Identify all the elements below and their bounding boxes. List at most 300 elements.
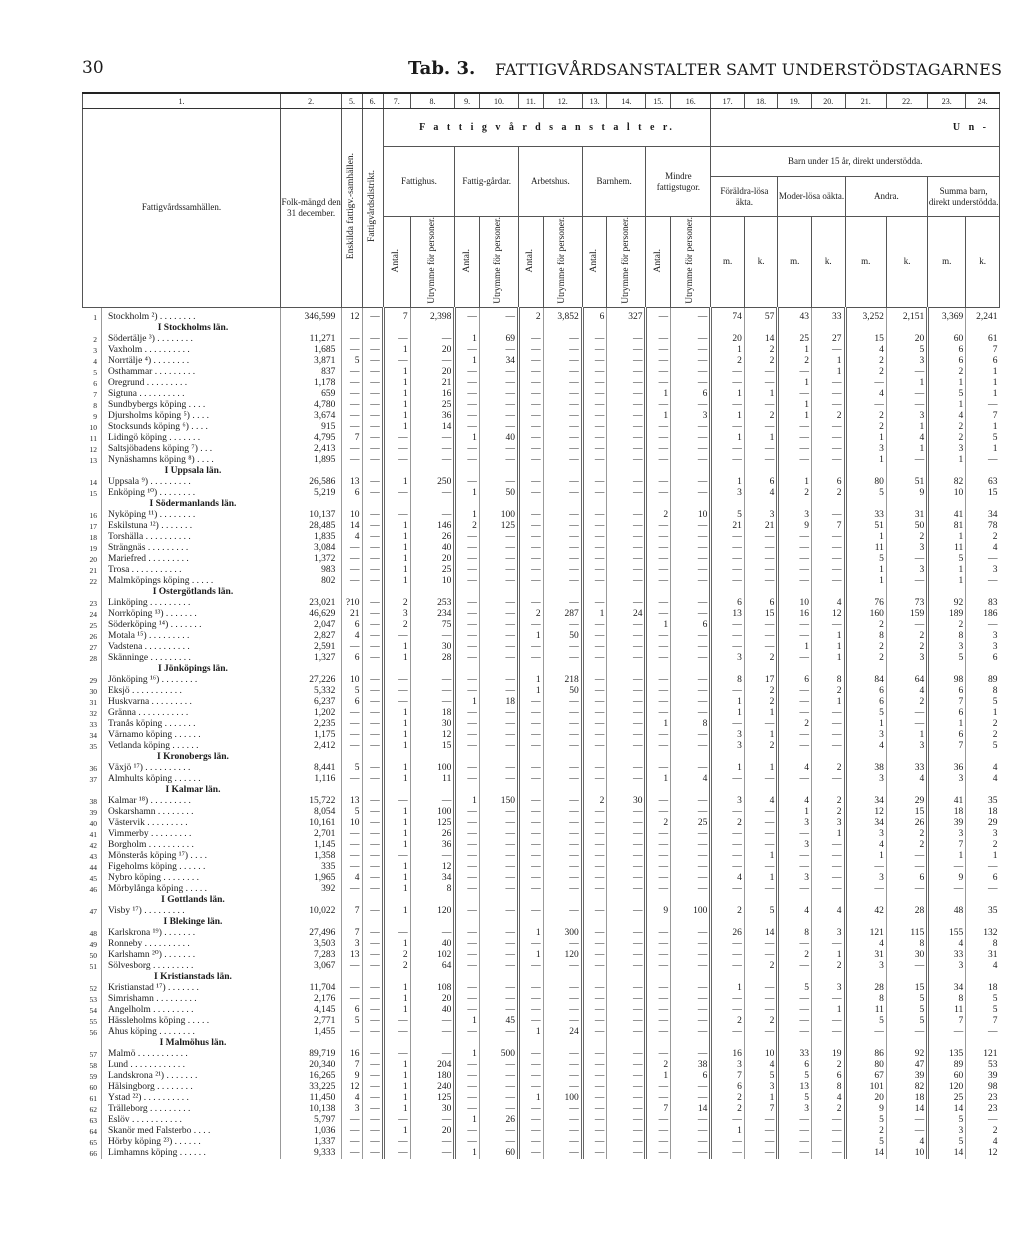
- cell-kommun: Mönsterås köping ¹⁷) . . . .: [102, 851, 281, 862]
- cell-foraldralosa-m: —: [711, 422, 745, 433]
- cell-mindre-utrymme: —: [671, 455, 711, 466]
- cell-fattiggardar-antal: —: [455, 620, 480, 631]
- cell-empty: [646, 917, 671, 928]
- cell-empty: [778, 1038, 812, 1049]
- cell-kommun: Norrtälje ⁴) . . . . . . . .: [102, 356, 281, 367]
- cell-summa-m: 3: [928, 1126, 966, 1137]
- county-header-row: [83, 917, 1000, 928]
- cell-summa-k: 4: [966, 543, 1000, 554]
- cell-barnhem-antal: —: [582, 1005, 607, 1016]
- cell-empty: [342, 499, 362, 510]
- cell-foraldralosa-m: 3: [711, 730, 745, 741]
- cell-fattiggardar-antal: —: [455, 818, 480, 829]
- cell-fattigvardsdistrikt: —: [362, 950, 383, 961]
- cell-andra-k: 92: [886, 1049, 927, 1060]
- cell-foraldralosa-m: —: [711, 400, 745, 411]
- cell-fattighus-antal: —: [383, 675, 410, 686]
- cell-mindre-antal: —: [646, 477, 671, 488]
- cell-foraldralosa-k: 4: [744, 796, 778, 807]
- cell-empty: [607, 323, 646, 334]
- cell-summa-k: —: [966, 455, 1000, 466]
- cell-fattiggardar-antal: —: [455, 730, 480, 741]
- cell-barnhem-antal: —: [582, 1049, 607, 1060]
- cell-folkmangd: 392: [280, 884, 342, 895]
- cell-arbetshus-antal: —: [519, 983, 544, 994]
- cell-mindre-antal: —: [646, 433, 671, 444]
- cell-mindre-antal: —: [646, 653, 671, 664]
- cell-andra-m: 1: [845, 576, 886, 587]
- cell-mindre-utrymme: —: [671, 345, 711, 356]
- cell-folkmangd: 28,485: [280, 521, 342, 532]
- cell-barnhem-antal: —: [582, 455, 607, 466]
- cell-fattiggardar-antal: —: [455, 928, 480, 939]
- cell-fattighus-utrymme: 40: [410, 1005, 455, 1016]
- cell-summa-m: 6: [928, 345, 966, 356]
- table-row: [83, 983, 1000, 994]
- cell-kommun: Hälsingborg . . . . . . . .: [102, 1082, 281, 1093]
- cell-summa-m: 81: [928, 521, 966, 532]
- cell-andra-m: 51: [845, 521, 886, 532]
- row-number: 28: [89, 653, 97, 663]
- cell-fattigvardsdistrikt: —: [362, 1071, 383, 1082]
- cell-arbetshus-antal: —: [519, 356, 544, 367]
- cell-arbetshus-utrymme: —: [543, 862, 582, 873]
- cell-barnhem-utrymme: —: [607, 576, 646, 587]
- cell-andra-m: 5: [845, 554, 886, 565]
- cell-andra-k: —: [886, 620, 927, 631]
- cell-enskilda: —: [342, 1148, 362, 1159]
- cell-fattighus-antal: 7: [383, 307, 410, 323]
- cell-fattigvardsdistrikt: —: [362, 367, 383, 378]
- cell-moderlosa-m: 43: [778, 307, 812, 323]
- cell-fattighus-utrymme: 14: [410, 422, 455, 433]
- cell-fattiggardar-utrymme: —: [479, 1126, 518, 1137]
- cell-fattighus-antal: —: [383, 433, 410, 444]
- cell-mindre-antal: —: [646, 873, 671, 884]
- cell-fattiggardar-antal: —: [455, 675, 480, 686]
- cell-arbetshus-utrymme: —: [543, 1082, 582, 1093]
- header-m: m.: [928, 217, 966, 308]
- row-number: 51: [89, 961, 97, 971]
- cell-andra-k: 2,151: [886, 307, 927, 323]
- cell-fattighus-antal: —: [383, 1049, 410, 1060]
- cell-barnhem-utrymme: —: [607, 1093, 646, 1104]
- cell-andra-m: 2: [845, 1126, 886, 1137]
- cell-barnhem-antal: —: [582, 1115, 607, 1126]
- table-row: [83, 1126, 1000, 1137]
- cell-enskilda: —: [342, 862, 362, 873]
- cell-empty: [479, 917, 518, 928]
- cell-fattighus-antal: —: [383, 1027, 410, 1038]
- cell-enskilda: 10: [342, 818, 362, 829]
- table-row: [83, 532, 1000, 543]
- cell-mindre-utrymme: 8: [671, 719, 711, 730]
- cell-mindre-antal: 1: [646, 719, 671, 730]
- cell-fattigvardsdistrikt: —: [362, 510, 383, 521]
- cell-summa-m: 1: [928, 532, 966, 543]
- row-number: 47: [89, 906, 97, 916]
- cell-arbetshus-antal: —: [519, 994, 544, 1005]
- cell-fattigvardsdistrikt: —: [362, 1082, 383, 1093]
- cell-empty: [671, 785, 711, 796]
- cell-moderlosa-m: 5: [778, 983, 812, 994]
- cell-andra-k: 39: [886, 1071, 927, 1082]
- cell-arbetshus-antal: 1: [519, 928, 544, 939]
- cell-barnhem-utrymme: —: [607, 906, 646, 917]
- cell-foraldralosa-k: 1: [744, 433, 778, 444]
- cell-empty: [671, 972, 711, 983]
- cell-arbetshus-utrymme: —: [543, 708, 582, 719]
- cell-fattighus-antal: 1: [383, 411, 410, 422]
- cell-foraldralosa-k: 1: [744, 763, 778, 774]
- cell-fattiggardar-antal: —: [455, 719, 480, 730]
- header-m: m.: [778, 217, 812, 308]
- antal-label: Antal.: [652, 248, 663, 273]
- cell-fattigvardsdistrikt: —: [362, 719, 383, 730]
- cell-mindre-utrymme: —: [671, 488, 711, 499]
- cell-summa-m: 14: [928, 1104, 966, 1115]
- cell-fattiggardar-antal: —: [455, 950, 480, 961]
- cell-moderlosa-k: 7: [811, 521, 845, 532]
- table-row: [83, 1093, 1000, 1104]
- cell-empty: [778, 466, 812, 477]
- cell-moderlosa-k: —: [811, 1148, 845, 1159]
- col-num: 5.: [342, 93, 362, 109]
- cell-kommun: Nynäshamns köping ⁸) . . . .: [102, 455, 281, 466]
- row-number: 12: [89, 444, 97, 454]
- cell-mindre-antal: —: [646, 521, 671, 532]
- cell-empty: [671, 752, 711, 763]
- cell-fattighus-utrymme: —: [410, 334, 455, 345]
- row-number: 9: [93, 411, 97, 421]
- cell-barnhem-utrymme: —: [607, 642, 646, 653]
- cell-arbetshus-utrymme: —: [543, 961, 582, 972]
- cell-mindre-antal: —: [646, 554, 671, 565]
- table-title: FATTIGVÅRDSANSTALTER SAMT UNDERSTÖDSTAGARNES: [495, 60, 1003, 79]
- cell-andra-k: 4: [886, 433, 927, 444]
- cell-andra-k: 1: [886, 422, 927, 433]
- row-number: 44: [89, 862, 97, 872]
- cell-fattigvardsdistrikt: —: [362, 961, 383, 972]
- cell-folkmangd: 2,701: [280, 829, 342, 840]
- cell-fattigvardsdistrikt: —: [362, 598, 383, 609]
- cell-empty: [646, 1038, 671, 1049]
- table-row: [83, 774, 1000, 785]
- row-number: 54: [89, 1005, 97, 1015]
- cell-fattiggardar-antal: —: [455, 906, 480, 917]
- cell-folkmangd: 1,835: [280, 532, 342, 543]
- cell-fattiggardar-utrymme: —: [479, 730, 518, 741]
- cell-foraldralosa-m: —: [711, 851, 745, 862]
- row-number: [83, 917, 102, 928]
- cell-moderlosa-k: 1: [811, 653, 845, 664]
- county-name: I Stockholms län.: [102, 323, 281, 334]
- cell-fattiggardar-utrymme: —: [479, 675, 518, 686]
- cell-empty: [479, 587, 518, 598]
- cell-fattighus-antal: 1: [383, 708, 410, 719]
- cell-fattiggardar-antal: —: [455, 389, 480, 400]
- cell-mindre-antal: 1: [646, 389, 671, 400]
- row-number: 49: [89, 939, 97, 949]
- cell-andra-m: 3: [845, 774, 886, 785]
- cell-empty: [519, 917, 544, 928]
- cell-fattigvardsdistrikt: —: [362, 1049, 383, 1060]
- cell-enskilda: —: [342, 730, 362, 741]
- cell-fattiggardar-antal: 1: [455, 510, 480, 521]
- cell-moderlosa-m: 6: [778, 1060, 812, 1071]
- cell-mindre-antal: —: [646, 543, 671, 554]
- cell-summa-m: 14: [928, 1148, 966, 1159]
- cell-folkmangd: 1,202: [280, 708, 342, 719]
- cell-empty: [744, 323, 778, 334]
- cell-arbetshus-utrymme: —: [543, 642, 582, 653]
- cell-fattighus-antal: 1: [383, 653, 410, 664]
- cell-summa-k: 8: [966, 686, 1000, 697]
- cell-andra-m: 15: [845, 334, 886, 345]
- cell-moderlosa-m: 13: [778, 1082, 812, 1093]
- cell-fattiggardar-utrymme: —: [479, 1104, 518, 1115]
- header-enskilda: [342, 109, 362, 308]
- cell-fattighus-antal: 1: [383, 642, 410, 653]
- cell-arbetshus-utrymme: —: [543, 433, 582, 444]
- cell-fattigvardsdistrikt: —: [362, 708, 383, 719]
- cell-barnhem-utrymme: —: [607, 345, 646, 356]
- cell-folkmangd: 10,137: [280, 510, 342, 521]
- cell-barnhem-antal: —: [582, 411, 607, 422]
- cell-summa-m: 11: [928, 1005, 966, 1016]
- cell-mindre-antal: —: [646, 862, 671, 873]
- cell-barnhem-antal: —: [582, 983, 607, 994]
- cell-fattigvardsdistrikt: —: [362, 1093, 383, 1104]
- cell-moderlosa-k: 1: [811, 642, 845, 653]
- cell-barnhem-utrymme: —: [607, 433, 646, 444]
- cell-empty: [744, 917, 778, 928]
- cell-mindre-antal: —: [646, 367, 671, 378]
- row-number: 62: [89, 1104, 97, 1114]
- cell-moderlosa-k: 4: [811, 906, 845, 917]
- cell-folkmangd: 5,219: [280, 488, 342, 499]
- cell-andra-k: 33: [886, 763, 927, 774]
- cell-moderlosa-m: —: [778, 741, 812, 752]
- cell-mindre-utrymme: —: [671, 994, 711, 1005]
- row-number: 46: [89, 884, 97, 894]
- cell-summa-k: 1: [966, 708, 1000, 719]
- cell-fattigvardsdistrikt: —: [362, 444, 383, 455]
- cell-summa-m: 9: [928, 873, 966, 884]
- cell-summa-m: 1: [928, 400, 966, 411]
- cell-enskilda: —: [342, 983, 362, 994]
- table-row: [83, 345, 1000, 356]
- cell-fattigvardsdistrikt: —: [362, 730, 383, 741]
- cell-arbetshus-utrymme: —: [543, 422, 582, 433]
- col-num: 21.: [845, 93, 886, 109]
- cell-fattiggardar-utrymme: —: [479, 307, 518, 323]
- cell-empty: [410, 752, 455, 763]
- cell-fattiggardar-antal: —: [455, 862, 480, 873]
- cell-enskilda: ?10: [342, 598, 362, 609]
- cell-moderlosa-m: —: [778, 961, 812, 972]
- cell-barnhem-utrymme: —: [607, 697, 646, 708]
- cell-moderlosa-m: 5: [778, 1093, 812, 1104]
- county-header-row: [83, 664, 1000, 675]
- cell-summa-m: 92: [928, 598, 966, 609]
- cell-moderlosa-m: —: [778, 1027, 812, 1038]
- cell-summa-m: 189: [928, 609, 966, 620]
- cell-mindre-utrymme: —: [671, 532, 711, 543]
- cell-arbetshus-antal: —: [519, 433, 544, 444]
- cell-empty: [646, 499, 671, 510]
- cell-empty: [455, 1038, 480, 1049]
- cell-moderlosa-k: 6: [811, 477, 845, 488]
- cell-arbetshus-utrymme: —: [543, 521, 582, 532]
- cell-empty: [362, 917, 383, 928]
- cell-fattiggardar-antal: —: [455, 983, 480, 994]
- cell-moderlosa-k: —: [811, 719, 845, 730]
- cell-moderlosa-m: —: [778, 367, 812, 378]
- col-num: 12.: [543, 93, 582, 109]
- cell-fattigvardsdistrikt: —: [362, 356, 383, 367]
- cell-folkmangd: 5,332: [280, 686, 342, 697]
- table-row: [83, 939, 1000, 950]
- cell-fattighus-utrymme: —: [410, 675, 455, 686]
- cell-andra-k: —: [886, 708, 927, 719]
- cell-summa-k: 2: [966, 730, 1000, 741]
- cell-empty: [711, 972, 745, 983]
- cell-kommun: Ronneby . . . . . . . . . .: [102, 939, 281, 950]
- cell-fattighus-antal: 1: [383, 1005, 410, 1016]
- cell-moderlosa-m: —: [778, 543, 812, 554]
- cell-foraldralosa-k: —: [744, 631, 778, 642]
- cell-foraldralosa-k: —: [744, 1115, 778, 1126]
- cell-fattigvardsdistrikt: —: [362, 455, 383, 466]
- cell-empty: [966, 895, 1000, 906]
- cell-empty: [342, 1038, 362, 1049]
- cell-summa-k: —: [966, 554, 1000, 565]
- cell-fattiggardar-antal: —: [455, 455, 480, 466]
- cell-empty: [543, 587, 582, 598]
- cell-moderlosa-m: —: [778, 1148, 812, 1159]
- table-row: [83, 1071, 1000, 1082]
- county-header-row: [83, 587, 1000, 598]
- cell-barnhem-utrymme: —: [607, 730, 646, 741]
- cell-mindre-utrymme: —: [671, 565, 711, 576]
- cell-summa-k: 98: [966, 1082, 1000, 1093]
- cell-summa-m: —: [928, 884, 966, 895]
- cell-moderlosa-k: —: [811, 1126, 845, 1137]
- cell-andra-k: 82: [886, 1082, 927, 1093]
- cell-arbetshus-antal: —: [519, 840, 544, 851]
- cell-folkmangd: 837: [280, 367, 342, 378]
- cell-empty: [342, 587, 362, 598]
- cell-arbetshus-antal: —: [519, 730, 544, 741]
- cell-summa-k: 35: [966, 796, 1000, 807]
- table-row: [83, 884, 1000, 895]
- cell-foraldralosa-k: —: [744, 818, 778, 829]
- cell-moderlosa-k: 1: [811, 367, 845, 378]
- cell-mindre-antal: —: [646, 422, 671, 433]
- cell-fattighus-utrymme: 26: [410, 829, 455, 840]
- cell-barnhem-utrymme: —: [607, 631, 646, 642]
- cell-empty: [778, 499, 812, 510]
- cell-empty: [607, 785, 646, 796]
- row-number: 34: [89, 730, 97, 740]
- cell-mindre-antal: —: [646, 565, 671, 576]
- cell-andra-m: 33: [845, 510, 886, 521]
- cell-enskilda: 5: [342, 356, 362, 367]
- table-row: [83, 433, 1000, 444]
- cell-fattigvardsdistrikt: —: [362, 334, 383, 345]
- cell-foraldralosa-m: 6: [711, 1082, 745, 1093]
- cell-empty: [711, 587, 745, 598]
- cell-enskilda: 13: [342, 950, 362, 961]
- cell-summa-k: 1: [966, 367, 1000, 378]
- cell-foraldralosa-k: 14: [744, 334, 778, 345]
- cell-foraldralosa-k: —: [744, 807, 778, 818]
- cell-mindre-utrymme: —: [671, 741, 711, 752]
- cell-summa-m: 39: [928, 818, 966, 829]
- cell-fattigvardsdistrikt: —: [362, 1148, 383, 1159]
- cell-foraldralosa-m: 1: [711, 389, 745, 400]
- cell-foraldralosa-m: 2: [711, 818, 745, 829]
- cell-foraldralosa-k: 4: [744, 488, 778, 499]
- cell-fattiggardar-utrymme: —: [479, 851, 518, 862]
- cell-barnhem-utrymme: —: [607, 378, 646, 389]
- cell-barnhem-utrymme: —: [607, 774, 646, 785]
- cell-andra-m: 1: [845, 433, 886, 444]
- cell-fattiggardar-utrymme: 125: [479, 521, 518, 532]
- row-number: 60: [89, 1082, 97, 1092]
- cell-mindre-utrymme: —: [671, 708, 711, 719]
- cell-summa-m: 18: [928, 807, 966, 818]
- cell-kommun: Sölvesborg . . . . . . . . .: [102, 961, 281, 972]
- cell-andra-k: 6: [886, 873, 927, 884]
- cell-fattiggardar-utrymme: —: [479, 719, 518, 730]
- cell-barnhem-utrymme: —: [607, 411, 646, 422]
- cell-arbetshus-antal: —: [519, 389, 544, 400]
- cell-summa-m: 41: [928, 510, 966, 521]
- cell-empty: [646, 466, 671, 477]
- cell-moderlosa-m: 1: [778, 400, 812, 411]
- cell-empty: [811, 499, 845, 510]
- cell-arbetshus-antal: —: [519, 367, 544, 378]
- cell-andra-k: —: [886, 851, 927, 862]
- cell-andra-m: 6: [845, 686, 886, 697]
- cell-empty: [646, 785, 671, 796]
- cell-empty: [342, 917, 362, 928]
- row-number: 65: [89, 1137, 97, 1147]
- cell-fattiggardar-antal: —: [455, 763, 480, 774]
- cell-foraldralosa-k: 5: [744, 1071, 778, 1082]
- cell-foraldralosa-m: —: [711, 1005, 745, 1016]
- cell-andra-m: 3: [845, 829, 886, 840]
- row-number: 38: [89, 796, 97, 806]
- cell-arbetshus-antal: —: [519, 719, 544, 730]
- cell-fattighus-antal: 2: [383, 961, 410, 972]
- utrymme-label: Utrymme för personer.: [557, 217, 568, 304]
- cell-summa-m: 6: [928, 686, 966, 697]
- cell-fattighus-antal: —: [383, 444, 410, 455]
- cell-fattigvardsdistrikt: —: [362, 829, 383, 840]
- cell-arbetshus-utrymme: —: [543, 840, 582, 851]
- cell-foraldralosa-m: 20: [711, 334, 745, 345]
- cell-arbetshus-utrymme: —: [543, 554, 582, 565]
- row-number: [83, 587, 102, 598]
- cell-arbetshus-antal: —: [519, 763, 544, 774]
- row-number: 13: [89, 455, 97, 465]
- cell-empty: [342, 972, 362, 983]
- cell-fattighus-antal: —: [383, 631, 410, 642]
- cell-moderlosa-m: —: [778, 389, 812, 400]
